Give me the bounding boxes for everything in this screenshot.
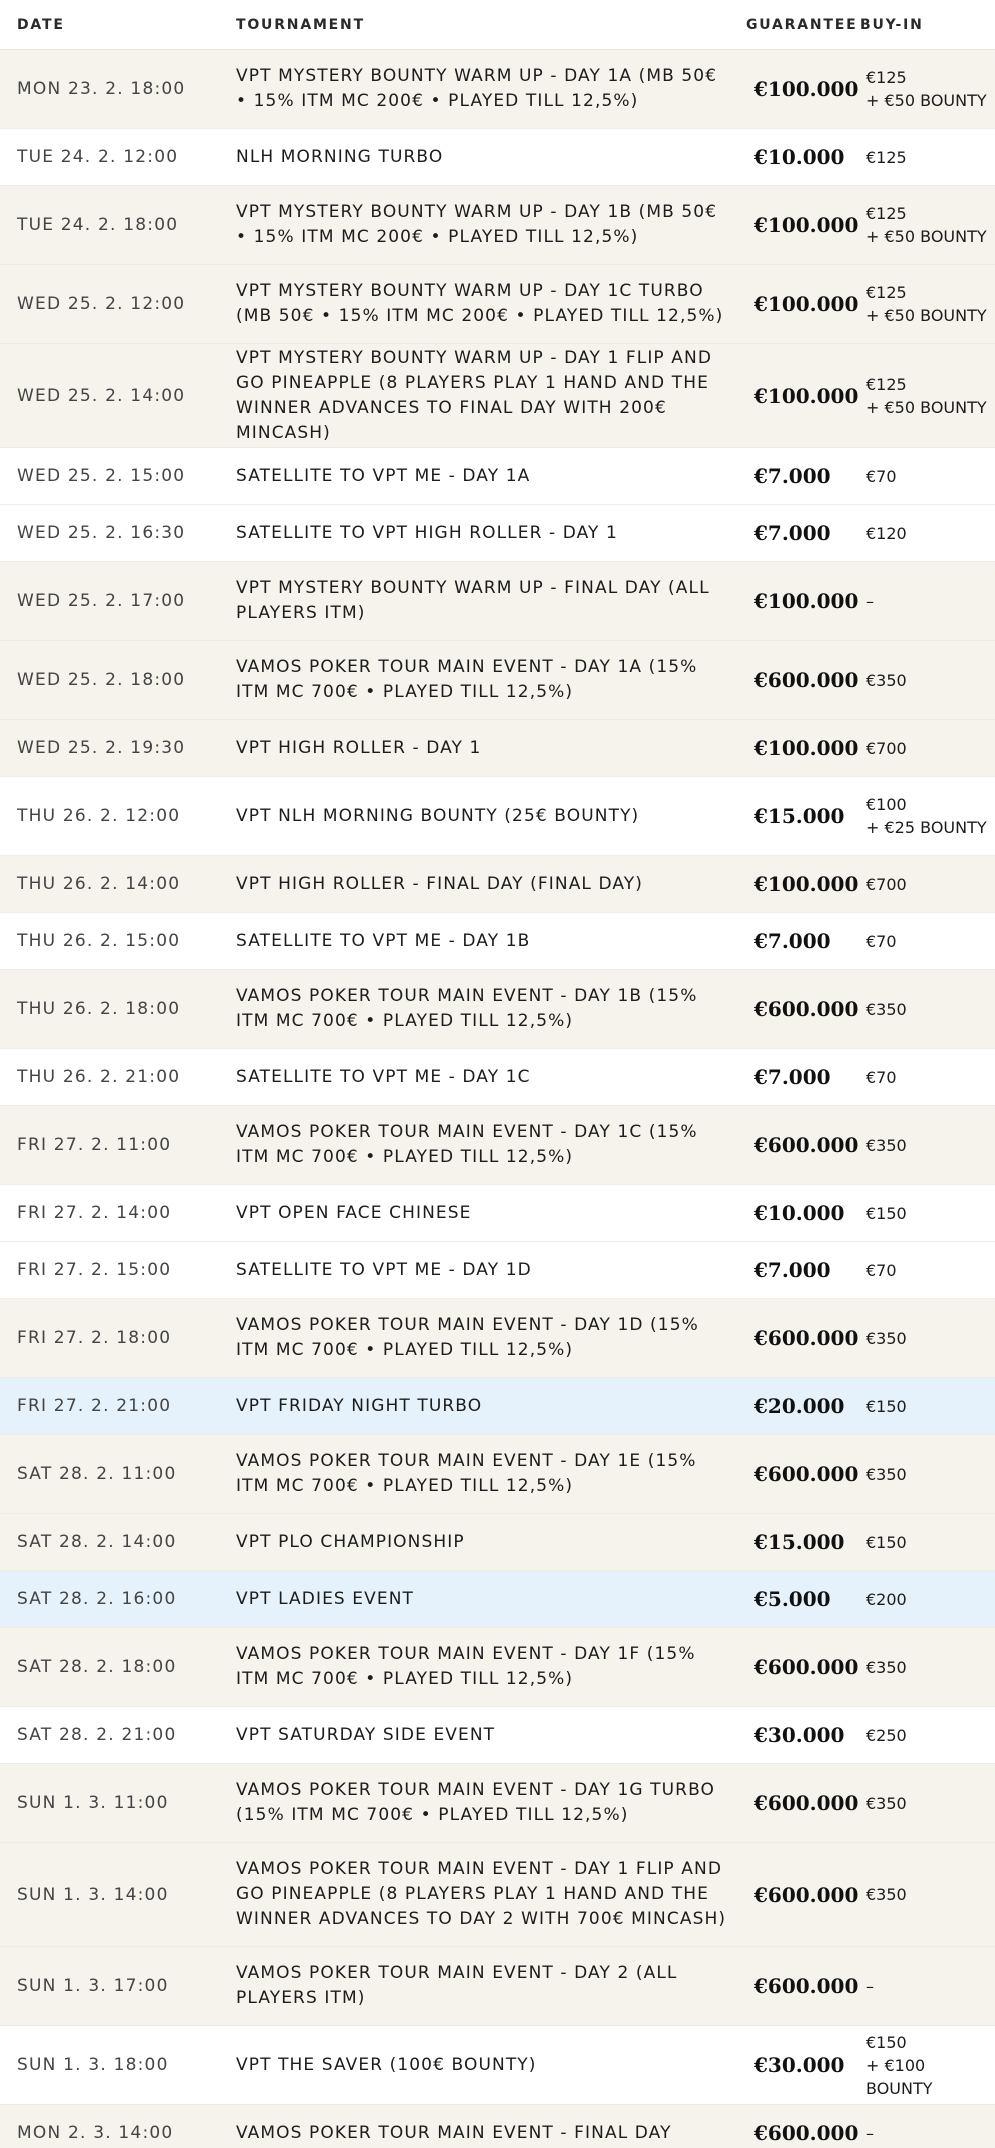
buyin-value: €100 [866,795,907,814]
row-guarantee: €20.000 [754,1394,845,1418]
row-date: WED 25. 2. 19:30 [17,738,186,758]
row-guarantee: €7.000 [754,1258,831,1282]
row-buyin [860,522,995,545]
table-row [0,50,995,129]
table-row [0,1843,995,1947]
buyin-value: €350 [866,999,907,1019]
row-tournament-name: VPT HIGH ROLLER - FINAL DAY (FINAL DAY) [236,873,644,894]
row-guarantee: €7.000 [754,929,831,953]
row-tournament-name: VPT MYSTERY BOUNTY WARM UP - DAY 1A (MB 50€ • 15% ITM MC 200€ • PLAYED TILL 12,5%) [236,66,718,111]
row-buyin [860,930,995,953]
buyin-value: €350 [866,1657,907,1677]
row-buyin [860,669,995,692]
buyin-value: €250 [866,1725,907,1745]
row-date: FRI 27. 2. 18:00 [17,1328,172,1348]
row-guarantee: €100.000 [754,383,859,408]
table-row [0,1049,995,1106]
row-guarantee: €7.000 [754,1065,831,1089]
buyin-value: €125 [866,204,907,223]
row-guarantee: €600.000 [754,1326,859,1350]
row-guarantee: €100.000 [754,292,859,316]
row-date: SAT 28. 2. 16:00 [17,1589,177,1609]
bounty-value: + €25 BOUNTY [866,818,987,837]
buyin-value: – [866,591,874,611]
row-tournament-name: VPT SATURDAY SIDE EVENT [236,1724,496,1745]
row-tournament-name: VAMOS POKER TOUR MAIN EVENT - DAY 2 (ALL PLAYERS ITM) [236,1963,678,2008]
row-date: WED 25. 2. 15:00 [17,466,186,486]
header-date: DATE [17,16,65,33]
row-buyin [860,590,995,613]
buyin-value: – [866,2123,874,2143]
row-guarantee: €600.000 [754,1133,859,1157]
table-row [0,1242,995,1299]
row-buyin [860,465,995,488]
row-date: SUN 1. 3. 14:00 [17,1884,169,1905]
row-guarantee: €100.000 [754,213,859,237]
table-row [0,186,995,265]
table-row [0,1378,995,1435]
buyin-value: €125 [866,283,907,302]
row-tournament-name: VPT MYSTERY BOUNTY WARM UP - DAY 1B (MB 50€ • 15% ITM MC 200€ • PLAYED TILL 12,5%) [236,202,718,247]
row-guarantee: €600.000 [754,1882,859,1907]
row-buyin [860,66,995,112]
buyin-value: €70 [866,1067,897,1087]
row-date: SUN 1. 3. 11:00 [17,1793,169,1813]
table-row [0,129,995,186]
row-guarantee: €10.000 [754,1201,845,1225]
row-date: WED 25. 2. 16:30 [17,523,186,543]
buyin-value: €350 [866,1135,907,1155]
row-date: WED 25. 2. 12:00 [17,294,186,314]
row-date: THU 26. 2. 21:00 [17,1067,181,1087]
buyin-value: €70 [866,1260,897,1280]
row-date: THU 26. 2. 14:00 [17,874,181,894]
row-guarantee: €100.000 [754,589,859,613]
bounty-value: + €50 BOUNTY [866,397,987,417]
table-row [0,1707,995,1764]
header-tournament: TOURNAMENT [236,16,365,33]
table-row [0,1764,995,1843]
row-tournament-name: VPT THE SAVER (100€ BOUNTY) [236,2054,537,2075]
row-guarantee: €600.000 [754,1462,859,1486]
buyin-value: €125 [866,68,907,87]
row-tournament-name: VPT OPEN FACE CHINESE [236,1202,472,1223]
row-date: MON 23. 2. 18:00 [17,79,186,99]
row-tournament-name: VAMOS POKER TOUR MAIN EVENT - DAY 1G TURBO (15% ITM MC 700€ • PLAYED TILL 12,5%) [236,1780,716,1825]
row-buyin [860,281,995,327]
bounty-value: + €50 BOUNTY [866,91,987,110]
table-row [0,856,995,913]
row-guarantee: €100.000 [754,77,859,101]
buyin-value: €70 [866,466,897,486]
table-row [0,448,995,505]
row-guarantee: €600.000 [754,2121,859,2145]
row-buyin [860,146,995,169]
row-guarantee: €15.000 [754,804,845,828]
buyin-value: €70 [866,931,897,951]
buyin-value: €700 [866,738,907,758]
table-row [0,720,995,777]
row-buyin [860,1656,995,1679]
row-buyin [860,1395,995,1418]
table-row [0,562,995,641]
buyin-value: €120 [866,523,907,543]
table-row [0,2026,995,2105]
row-tournament-name: VAMOS POKER TOUR MAIN EVENT - FINAL DAY [236,2122,672,2143]
table-row [0,505,995,562]
bounty-value: + €100 BOUNTY [866,2055,933,2098]
row-date: WED 25. 2. 17:00 [17,591,186,611]
table-row [0,913,995,970]
buyin-value: €350 [866,1464,907,1484]
row-guarantee: €30.000 [754,1723,845,1747]
row-date: FRI 27. 2. 14:00 [17,1203,172,1223]
row-guarantee: €600.000 [754,997,859,1021]
buyin-value: €150 [866,1396,907,1416]
row-tournament-name: SATELLITE TO VPT ME - DAY 1C [236,1066,531,1087]
table-row [0,1571,995,1628]
row-date: TUE 24. 2. 12:00 [17,147,179,167]
row-date: TUE 24. 2. 18:00 [17,215,179,235]
table-row [0,1947,995,2026]
row-date: THU 26. 2. 12:00 [17,806,181,826]
row-buyin [860,202,995,248]
buyin-value: €150 [866,1203,907,1223]
row-tournament-name: VAMOS POKER TOUR MAIN EVENT - DAY 1D (15% ITM MC 700€ • PLAYED TILL 12,5%) [236,1315,699,1360]
row-guarantee: €100.000 [754,736,859,760]
row-date: THU 26. 2. 15:00 [17,931,181,951]
row-tournament-name: SATELLITE TO VPT ME - DAY 1D [236,1259,532,1280]
row-date: SUN 1. 3. 18:00 [17,2055,169,2075]
row-date: SUN 1. 3. 17:00 [17,1976,169,1996]
row-date: WED 25. 2. 18:00 [17,670,186,690]
buyin-value: €150 [866,2032,907,2052]
row-buyin [860,1531,995,1554]
row-tournament-name: SATELLITE TO VPT ME - DAY 1A [236,465,531,486]
row-date: SAT 28. 2. 18:00 [17,1657,177,1677]
row-buyin [860,1463,995,1486]
row-buyin [860,998,995,1021]
table-header [0,0,995,50]
row-buyin [860,1792,995,1815]
row-tournament-name: VAMOS POKER TOUR MAIN EVENT - DAY 1 FLIP AND GO PINEAPPLE (8 PLAYERS PLAY 1 HAND AND THE WINNER ADVANCES TO DAY 2 WITH 700€ MINCASH) [236,1859,727,1929]
buyin-value: €150 [866,1532,907,1552]
buyin-value: €200 [866,1589,907,1609]
row-date: WED 25. 2. 14:00 [17,385,186,406]
row-buyin [860,1259,995,1282]
table-row [0,1435,995,1514]
row-guarantee: €15.000 [754,1530,845,1554]
row-tournament-name: VPT MYSTERY BOUNTY WARM UP - DAY 1C TURBO (MB 50€ • 15% ITM MC 200€ • PLAYED TILL 12,5%) [236,281,724,326]
row-guarantee: €5.000 [754,1587,831,1611]
buyin-value: €350 [866,1885,907,1904]
table-row [0,265,995,344]
row-tournament-name: VPT NLH MORNING BOUNTY (25€ BOUNTY) [236,805,640,826]
row-buyin [860,1134,995,1157]
row-date: FRI 27. 2. 21:00 [17,1396,172,1416]
row-guarantee: €7.000 [754,521,831,545]
row-date: SAT 28. 2. 21:00 [17,1725,177,1745]
row-guarantee: €600.000 [754,1791,859,1815]
row-tournament-name: VPT FRIDAY NIGHT TURBO [236,1395,483,1416]
table-row [0,1299,995,1378]
table-row [0,2105,995,2148]
row-tournament-name: SATELLITE TO VPT ME - DAY 1B [236,930,531,951]
table-row [0,344,995,448]
row-buyin [860,1975,995,1998]
row-buyin [860,737,995,760]
bounty-value: + €50 BOUNTY [866,306,987,325]
header-buyin: BUY-IN [860,16,924,33]
row-buyin [860,1202,995,1225]
table-row [0,970,995,1049]
row-tournament-name: VPT LADIES EVENT [236,1588,415,1609]
row-buyin [860,1066,995,1089]
buyin-value: €350 [866,1328,907,1348]
row-guarantee: €600.000 [754,1974,859,1998]
row-tournament-name: VPT PLO CHAMPIONSHIP [236,1531,465,1552]
row-buyin [860,373,995,419]
row-guarantee: €100.000 [754,872,859,896]
table-row [0,777,995,856]
row-buyin [860,873,995,896]
row-buyin [860,2031,995,2100]
row-tournament-name: VAMOS POKER TOUR MAIN EVENT - DAY 1E (15% ITM MC 700€ • PLAYED TILL 12,5%) [236,1451,697,1496]
table-body [0,50,995,2148]
row-guarantee: €600.000 [754,1655,859,1679]
row-tournament-name: VAMOS POKER TOUR MAIN EVENT - DAY 1F (15% ITM MC 700€ • PLAYED TILL 12,5%) [236,1644,696,1689]
row-tournament-name: VPT MYSTERY BOUNTY WARM UP - FINAL DAY (ALL PLAYERS ITM) [236,578,710,623]
row-buyin [860,1724,995,1747]
row-tournament-name: VPT HIGH ROLLER - DAY 1 [236,737,482,758]
row-guarantee: €7.000 [754,464,831,488]
row-date: THU 26. 2. 18:00 [17,999,181,1019]
row-date: SAT 28. 2. 11:00 [17,1464,177,1484]
row-date: SAT 28. 2. 14:00 [17,1532,177,1552]
row-tournament-name: VAMOS POKER TOUR MAIN EVENT - DAY 1C (15% ITM MC 700€ • PLAYED TILL 12,5%) [236,1122,698,1167]
row-guarantee: €10.000 [754,145,845,169]
row-date: FRI 27. 2. 11:00 [17,1135,172,1155]
row-buyin [860,2122,995,2145]
table-row [0,1106,995,1185]
table-row [0,641,995,720]
row-tournament-name: SATELLITE TO VPT HIGH ROLLER - DAY 1 [236,522,618,543]
buyin-value: €125 [866,147,907,167]
row-buyin [860,1327,995,1350]
row-tournament-name: VPT MYSTERY BOUNTY WARM UP - DAY 1 FLIP AND GO PINEAPPLE (8 PLAYERS PLAY 1 HAND AND THE WINNER ADVANCES TO FINAL DAY WITH 200€ MINCASH) [236,347,713,443]
row-tournament-name: VAMOS POKER TOUR MAIN EVENT - DAY 1A (15% ITM MC 700€ • PLAYED TILL 12,5%) [236,657,698,702]
row-buyin [860,1588,995,1611]
row-date: FRI 27. 2. 15:00 [17,1260,172,1280]
buyin-value: €700 [866,874,907,894]
bounty-value: + €50 BOUNTY [866,227,987,246]
row-tournament-name: VAMOS POKER TOUR MAIN EVENT - DAY 1B (15% ITM MC 700€ • PLAYED TILL 12,5%) [236,986,698,1031]
row-date: MON 2. 3. 14:00 [17,2123,174,2143]
table-row [0,1514,995,1571]
row-buyin [860,1883,995,1906]
header-guarantee: GUARANTEE [746,16,858,33]
row-buyin [860,793,995,839]
buyin-value: €125 [866,374,907,394]
buyin-value: – [866,1976,874,1996]
row-tournament-name: NLH MORNING TURBO [236,146,444,167]
table-row [0,1628,995,1707]
table-row [0,1185,995,1242]
buyin-value: €350 [866,670,907,690]
row-guarantee: €30.000 [754,2053,845,2077]
row-guarantee: €600.000 [754,668,859,692]
buyin-value: €350 [866,1793,907,1813]
